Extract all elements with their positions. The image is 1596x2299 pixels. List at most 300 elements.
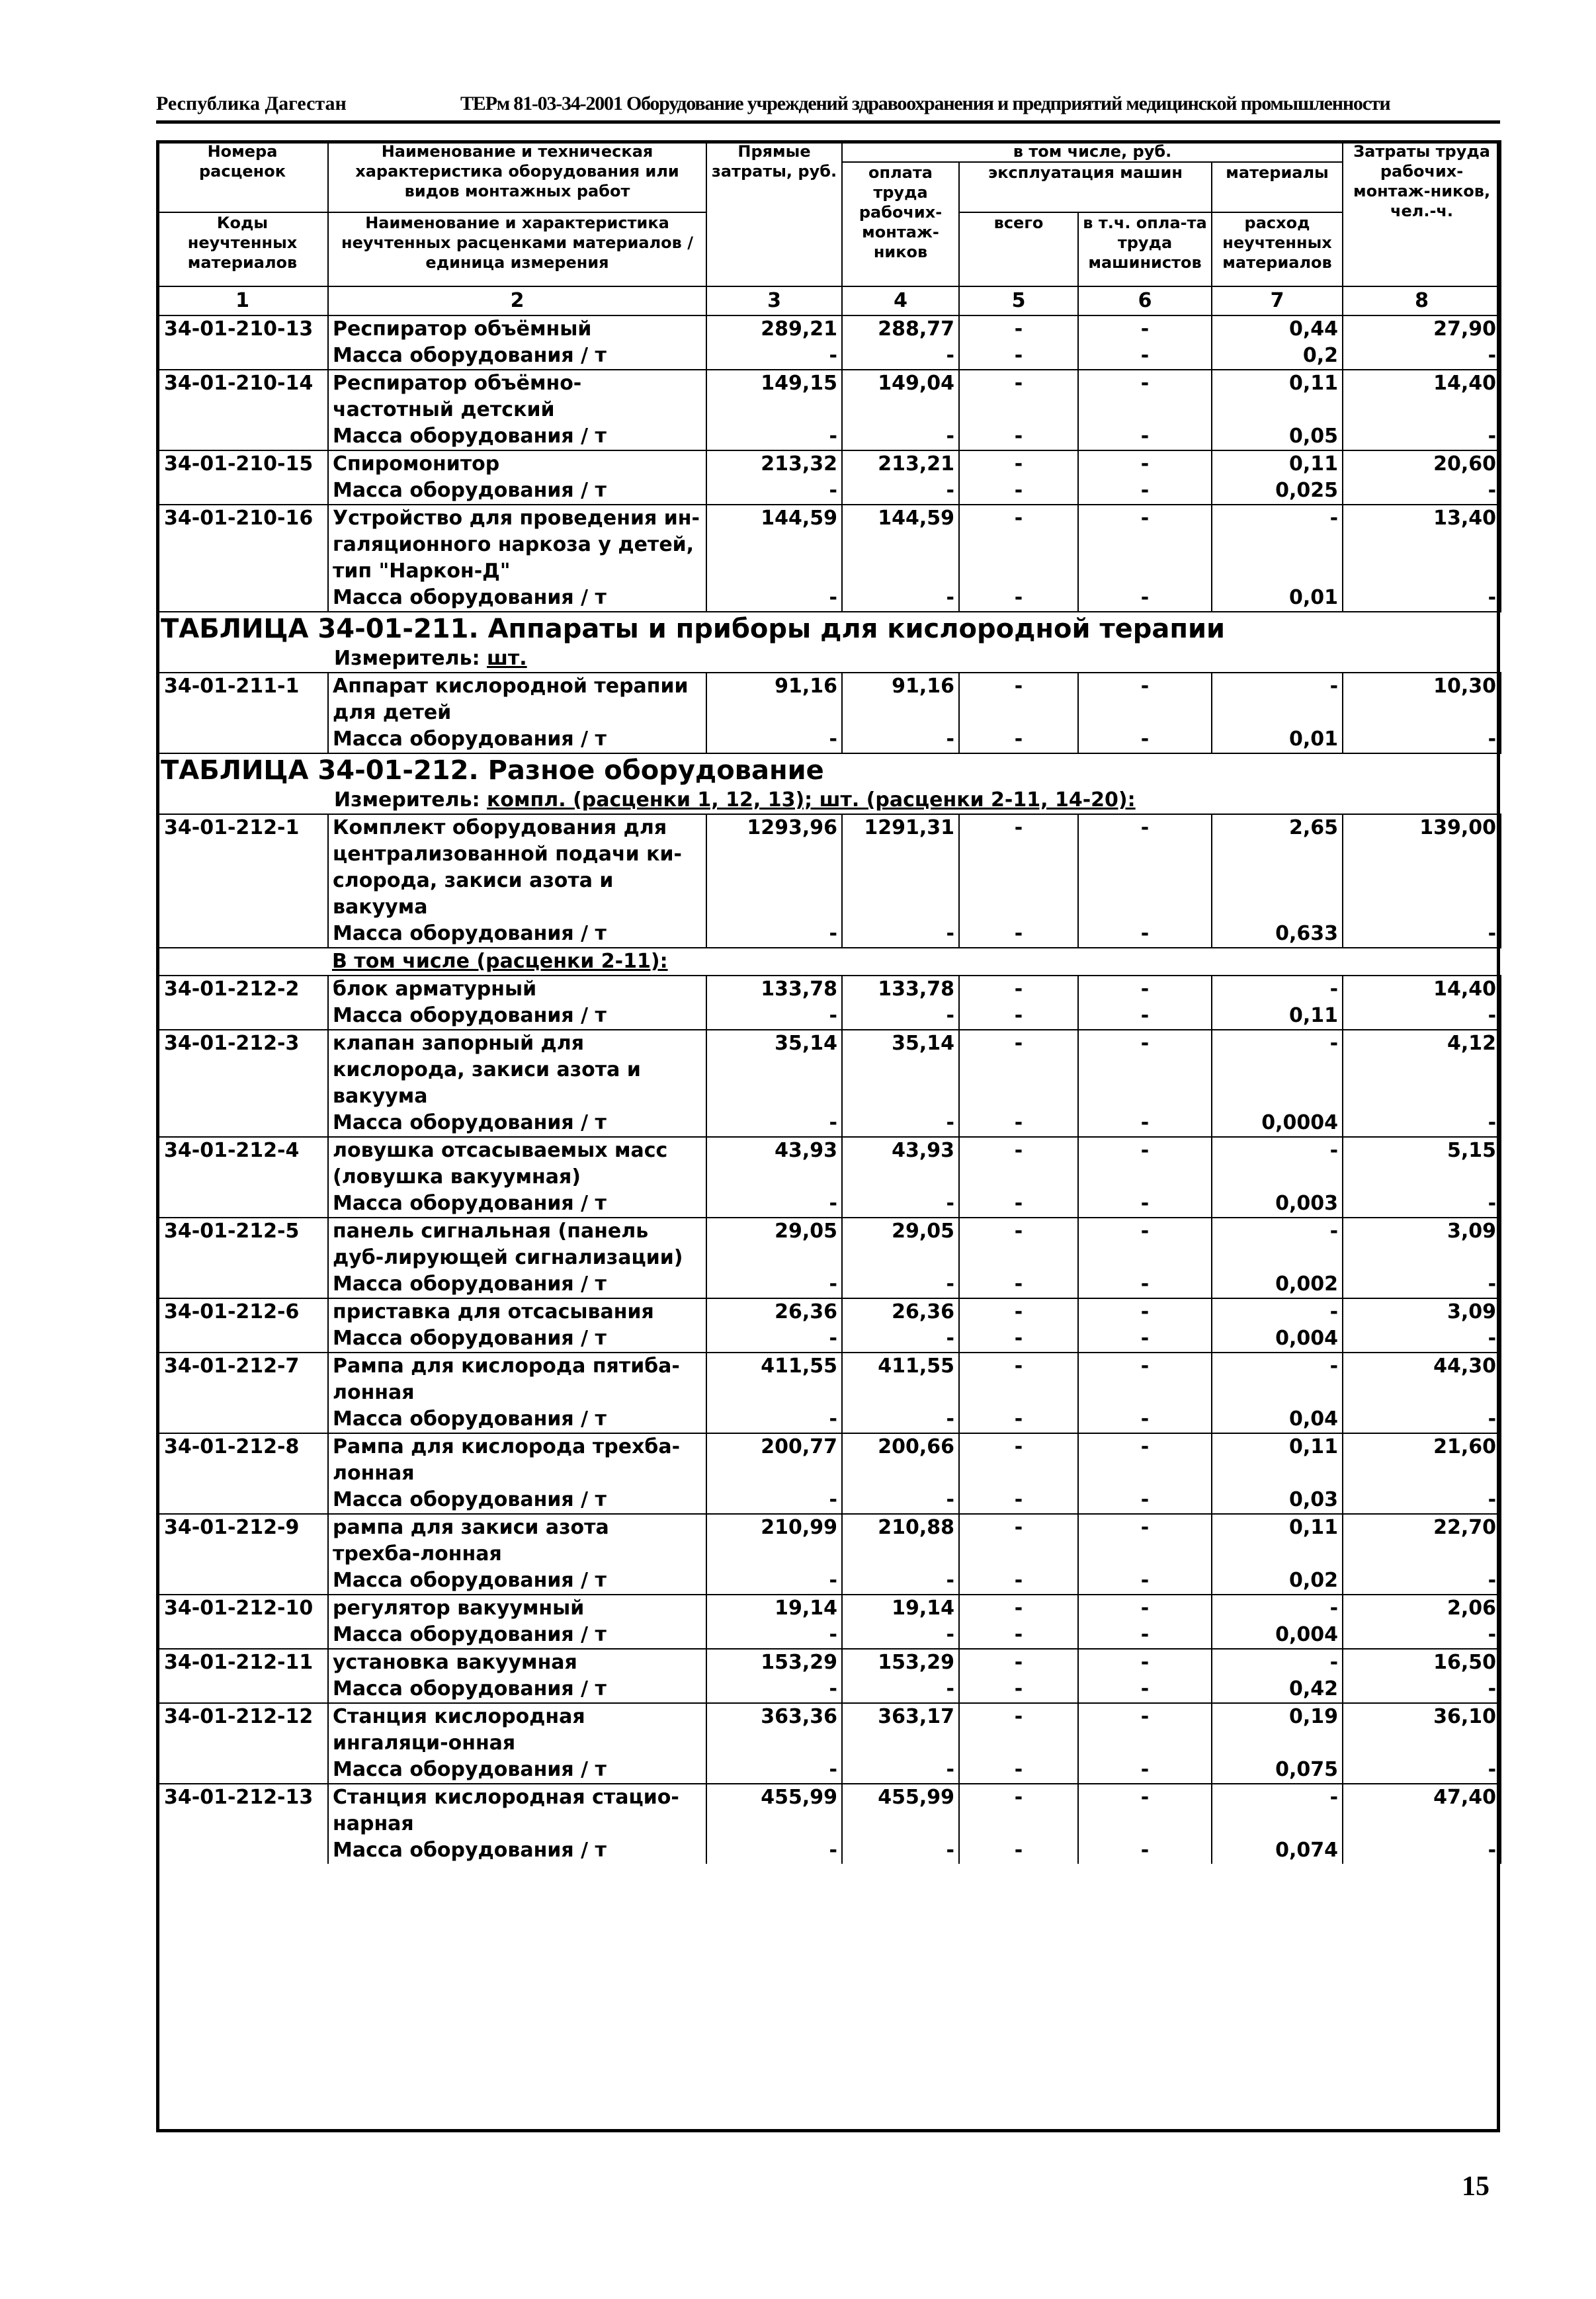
direct-cost: 144,59 [706, 505, 842, 585]
materials-consumption: - [1212, 673, 1343, 726]
materials-consumption: - [1212, 1353, 1343, 1406]
machinist-pay: - [1078, 1003, 1212, 1030]
labor-pay: 455,99 [842, 1784, 959, 1837]
labor-pay: 210,88 [842, 1514, 959, 1568]
item-name: Масса оборудования / т [328, 423, 706, 450]
item-name: Спиромонитор [328, 450, 706, 478]
direct-cost: 26,36 [706, 1298, 842, 1325]
machinist-pay: - [1078, 1649, 1212, 1676]
direct-cost: 213,32 [706, 450, 842, 478]
direct-cost: - [706, 1406, 842, 1433]
direct-cost: 455,99 [706, 1784, 842, 1837]
labor-pay: 411,55 [842, 1353, 959, 1406]
col1-bottom-header: Коды неучтенных материалов [157, 212, 328, 286]
labor-pay: 213,21 [842, 450, 959, 478]
materials-consumption: - [1212, 976, 1343, 1003]
machines-total: - [959, 1003, 1078, 1030]
item-name: панель сигнальная (панель дуб-лирующей сигнализации) [328, 1218, 706, 1271]
col-number: 2 [328, 286, 706, 315]
rate-code: 34-01-210-16 [157, 505, 328, 585]
machinist-pay: - [1078, 1568, 1212, 1595]
direct-cost: - [706, 343, 842, 370]
direct-cost: - [706, 478, 842, 505]
direct-cost: - [706, 1487, 842, 1514]
rate-code: 34-01-210-14 [157, 370, 328, 423]
col-number: 3 [706, 286, 842, 315]
direct-cost: - [706, 1191, 842, 1218]
materials-header: материалы [1212, 162, 1343, 212]
labor-pay: - [842, 1487, 959, 1514]
machines-total: - [959, 921, 1078, 948]
rate-code: 34-01-212-7 [157, 1353, 328, 1406]
labor-pay: 288,77 [842, 315, 959, 343]
section-title: ТАБЛИЦА 34-01-212. Разное оборудование [157, 753, 1501, 787]
machines-total: - [959, 1649, 1078, 1676]
labor-hours: 21,60 [1343, 1433, 1501, 1487]
labor-hours: - [1343, 1271, 1501, 1298]
machinist-pay: - [1078, 921, 1212, 948]
labor-hours: 22,70 [1343, 1514, 1501, 1568]
rate-code: 34-01-212-8 [157, 1433, 328, 1487]
labor-hours: - [1343, 478, 1501, 505]
labor-hours: 5,15 [1343, 1137, 1501, 1191]
machinist-pay: - [1078, 1191, 1212, 1218]
machinist-pay: - [1078, 1325, 1212, 1353]
item-name: Респиратор объёмный [328, 315, 706, 343]
item-name: Масса оборудования / т [328, 1406, 706, 1433]
direct-cost: - [706, 1568, 842, 1595]
labor-hours: - [1343, 343, 1501, 370]
machines-total: - [959, 1568, 1078, 1595]
meter-value: шт. [487, 647, 527, 670]
machines-total: - [959, 1676, 1078, 1703]
machines-total: - [959, 1325, 1078, 1353]
materials-consumption: - [1212, 1030, 1343, 1110]
rate-code: 34-01-212-4 [157, 1137, 328, 1191]
materials-consumption: 0,11 [1212, 370, 1343, 423]
item-name: Масса оборудования / т [328, 1325, 706, 1353]
direct-cost: - [706, 1757, 842, 1784]
labor-pay: - [842, 343, 959, 370]
labor-pay: 144,59 [842, 505, 959, 585]
machines-total: - [959, 1406, 1078, 1433]
item-name: Масса оборудования / т [328, 1271, 706, 1298]
labor-pay: - [842, 921, 959, 948]
materials-consumption: 0,004 [1212, 1325, 1343, 1353]
direct-cost: - [706, 585, 842, 612]
machines-total: - [959, 1298, 1078, 1325]
labor-hours: - [1343, 423, 1501, 450]
item-name: Аппарат кислородной терапии для детей [328, 673, 706, 726]
group-header: в том числе, руб. [842, 141, 1343, 162]
header-region: Республика Дагестан [156, 93, 347, 114]
machinist-pay: - [1078, 1298, 1212, 1325]
labor-pay: - [842, 1837, 959, 1864]
rate-code: 34-01-212-5 [157, 1218, 328, 1271]
direct-cost: 19,14 [706, 1595, 842, 1622]
labor-hours: 3,09 [1343, 1298, 1501, 1325]
rate-code: 34-01-210-15 [157, 450, 328, 478]
labor-hours: 3,09 [1343, 1218, 1501, 1271]
labor-hours: - [1343, 921, 1501, 948]
direct-cost: - [706, 921, 842, 948]
machinist-pay: - [1078, 1784, 1212, 1837]
rate-code: 34-01-212-6 [157, 1298, 328, 1325]
machines-total: - [959, 1784, 1078, 1837]
item-name: Масса оборудования / т [328, 1191, 706, 1218]
materials-consumption: 2,65 [1212, 814, 1343, 921]
rate-code: 34-01-212-12 [157, 1703, 328, 1757]
materials-consumption: 0,02 [1212, 1568, 1343, 1595]
item-name: Устройство для проведения ин-галяционного наркоза у детей, тип "Наркон-Д" [328, 505, 706, 585]
machinist-pay: - [1078, 1757, 1212, 1784]
labor-pay: - [842, 1110, 959, 1137]
direct-cost: - [706, 1003, 842, 1030]
labor-pay: 91,16 [842, 673, 959, 726]
labor-hours: - [1343, 585, 1501, 612]
machinist-pay: - [1078, 1487, 1212, 1514]
machinist-pay: - [1078, 1622, 1212, 1649]
labor-hours: - [1343, 1568, 1501, 1595]
labor-pay: - [842, 1757, 959, 1784]
machines-total: - [959, 505, 1078, 585]
machines-total: - [959, 585, 1078, 612]
machines-total: - [959, 1703, 1078, 1757]
labor-pay: 29,05 [842, 1218, 959, 1271]
materials-consumption: - [1212, 1595, 1343, 1622]
materials-consumption: 0,003 [1212, 1191, 1343, 1218]
labor-hours: 27,90 [1343, 315, 1501, 343]
direct-cost: 363,36 [706, 1703, 842, 1757]
direct-cost: 133,78 [706, 976, 842, 1003]
machines-total: - [959, 1110, 1078, 1137]
labor-hours: 14,40 [1343, 976, 1501, 1003]
labor-pay: - [842, 1003, 959, 1030]
labor-pay: - [842, 726, 959, 753]
direct-cost: 43,93 [706, 1137, 842, 1191]
materials-consumption: 0,11 [1212, 1433, 1343, 1487]
machinist-pay: - [1078, 370, 1212, 423]
materials-consumption: 0,44 [1212, 315, 1343, 343]
direct-cost: - [706, 1325, 842, 1353]
col7-header: расход неучтенных материалов [1212, 212, 1343, 286]
labor-hours: - [1343, 1487, 1501, 1514]
machinist-pay: - [1078, 1110, 1212, 1137]
machinist-pay: - [1078, 1030, 1212, 1110]
item-name: Станция кислородная ингаляци-онная [328, 1703, 706, 1757]
direct-cost: - [706, 1622, 842, 1649]
direct-cost: 1293,96 [706, 814, 842, 921]
labor-pay: 149,04 [842, 370, 959, 423]
col2-top-header: Наименование и техническая характеристика оборудования или видов монтажных работ [328, 141, 706, 212]
machinist-pay: - [1078, 505, 1212, 585]
labor-pay: 133,78 [842, 976, 959, 1003]
labor-pay: - [842, 423, 959, 450]
direct-cost: 411,55 [706, 1353, 842, 1406]
machinist-pay: - [1078, 814, 1212, 921]
direct-cost: - [706, 1676, 842, 1703]
labor-hours: 14,40 [1343, 370, 1501, 423]
materials-consumption: 0,03 [1212, 1487, 1343, 1514]
machines-total: - [959, 1487, 1078, 1514]
rate-code: 34-01-212-1 [157, 814, 328, 921]
item-name: Масса оборудования / т [328, 1003, 706, 1030]
machines-total: - [959, 1622, 1078, 1649]
labor-pay: - [842, 1271, 959, 1298]
machines-total: - [959, 976, 1078, 1003]
item-name: Станция кислородная стацио-нарная [328, 1784, 706, 1837]
materials-consumption: 0,42 [1212, 1676, 1343, 1703]
item-name: Масса оборудования / т [328, 1568, 706, 1595]
direct-cost: 35,14 [706, 1030, 842, 1110]
materials-consumption: 0,11 [1212, 1003, 1343, 1030]
item-name: установка вакуумная [328, 1649, 706, 1676]
rate-code: 34-01-212-13 [157, 1784, 328, 1837]
meter-label: Измеритель: [334, 788, 480, 812]
item-name: Масса оборудования / т [328, 478, 706, 505]
machines-total: - [959, 1433, 1078, 1487]
materials-consumption: 0,075 [1212, 1757, 1343, 1784]
running-header [156, 90, 1500, 124]
direct-cost: 153,29 [706, 1649, 842, 1676]
rate-code: 34-01-212-10 [157, 1595, 328, 1622]
materials-consumption: - [1212, 1784, 1343, 1837]
machines-total: - [959, 423, 1078, 450]
col3-header: Прямые затраты, руб. [706, 141, 842, 286]
item-name: регулятор вакуумный [328, 1595, 706, 1622]
labor-pay: 35,14 [842, 1030, 959, 1110]
labor-pay: - [842, 1406, 959, 1433]
labor-pay: - [842, 478, 959, 505]
rate-code: 34-01-211-1 [157, 673, 328, 726]
machinist-pay: - [1078, 1271, 1212, 1298]
labor-pay: - [842, 1191, 959, 1218]
direct-cost: - [706, 1837, 842, 1864]
machinist-pay: - [1078, 423, 1212, 450]
labor-hours: - [1343, 1837, 1501, 1864]
machines-total: - [959, 814, 1078, 921]
machinist-pay: - [1078, 478, 1212, 505]
labor-hours: - [1343, 1406, 1501, 1433]
rate-code: 34-01-212-11 [157, 1649, 328, 1676]
col-number: 7 [1212, 286, 1343, 315]
machines-total: - [959, 1218, 1078, 1271]
labor-hours: - [1343, 1191, 1501, 1218]
materials-consumption: 0,05 [1212, 423, 1343, 450]
machines-total: - [959, 1757, 1078, 1784]
machines-total: - [959, 343, 1078, 370]
machinist-pay: - [1078, 315, 1212, 343]
machines-total: - [959, 478, 1078, 505]
item-name: Масса оборудования / т [328, 585, 706, 612]
materials-consumption: 0,04 [1212, 1406, 1343, 1433]
col5-header: всего [959, 212, 1078, 286]
machinist-pay: - [1078, 450, 1212, 478]
materials-consumption: 0,01 [1212, 585, 1343, 612]
machines-total: - [959, 1595, 1078, 1622]
direct-cost: - [706, 423, 842, 450]
labor-hours: 16,50 [1343, 1649, 1501, 1676]
labor-pay: 363,17 [842, 1703, 959, 1757]
direct-cost: 149,15 [706, 370, 842, 423]
rate-code: 34-01-212-2 [157, 976, 328, 1003]
materials-consumption: - [1212, 1218, 1343, 1271]
direct-cost: 91,16 [706, 673, 842, 726]
item-name: Масса оборудования / т [328, 1837, 706, 1864]
machines-total: - [959, 1030, 1078, 1110]
machines-total: - [959, 673, 1078, 726]
labor-hours: 36,10 [1343, 1703, 1501, 1757]
machines-total: - [959, 1837, 1078, 1864]
machinist-pay: - [1078, 1406, 1212, 1433]
materials-consumption: 0,0004 [1212, 1110, 1343, 1137]
machinist-pay: - [1078, 1703, 1212, 1757]
machinist-pay: - [1078, 1137, 1212, 1191]
materials-consumption: 0,074 [1212, 1837, 1343, 1864]
direct-cost: 200,77 [706, 1433, 842, 1487]
materials-consumption: - [1212, 505, 1343, 585]
labor-hours: - [1343, 726, 1501, 753]
machinist-pay: - [1078, 1514, 1212, 1568]
item-name: Рампа для кислорода пятиба-лонная [328, 1353, 706, 1406]
expl-header: эксплуатация машин [959, 162, 1212, 212]
col-number: 4 [842, 286, 959, 315]
materials-consumption: - [1212, 1137, 1343, 1191]
direct-cost: 29,05 [706, 1218, 842, 1271]
materials-consumption: 0,11 [1212, 450, 1343, 478]
labor-pay: 200,66 [842, 1433, 959, 1487]
labor-pay: 1291,31 [842, 814, 959, 921]
meter-value: компл. (расценки 1, 12, 13); шт. (расценки 2-11, 14-20): [487, 788, 1136, 812]
materials-consumption: 0,19 [1212, 1703, 1343, 1757]
labor-hours: - [1343, 1110, 1501, 1137]
labor-hours: - [1343, 1676, 1501, 1703]
item-name: Масса оборудования / т [328, 1676, 706, 1703]
direct-cost: 210,99 [706, 1514, 842, 1568]
labor-pay: - [842, 1622, 959, 1649]
machines-total: - [959, 450, 1078, 478]
materials-consumption: 0,002 [1212, 1271, 1343, 1298]
labor-pay: - [842, 1325, 959, 1353]
machinist-pay: - [1078, 585, 1212, 612]
labor-pay: - [842, 585, 959, 612]
item-name: Респиратор объёмно-частотный детский [328, 370, 706, 423]
labor-pay: - [842, 1568, 959, 1595]
col-number: 5 [959, 286, 1078, 315]
labor-hours: 139,00 [1343, 814, 1501, 921]
labor-hours: 47,40 [1343, 1784, 1501, 1837]
machinist-pay: - [1078, 673, 1212, 726]
materials-consumption: 0,004 [1212, 1622, 1343, 1649]
labor-hours: - [1343, 1622, 1501, 1649]
rate-code: 34-01-210-13 [157, 315, 328, 343]
labor-pay: 43,93 [842, 1137, 959, 1191]
labor-hours: - [1343, 1003, 1501, 1030]
rate-code: 34-01-212-3 [157, 1030, 328, 1110]
item-name: Масса оборудования / т [328, 1622, 706, 1649]
machines-total: - [959, 1514, 1078, 1568]
direct-cost: - [706, 1110, 842, 1137]
direct-cost: - [706, 1271, 842, 1298]
labor-pay: 19,14 [842, 1595, 959, 1622]
materials-consumption: 0,633 [1212, 921, 1343, 948]
labor-hours: 44,30 [1343, 1353, 1501, 1406]
materials-consumption: 0,025 [1212, 478, 1343, 505]
machinist-pay: - [1078, 976, 1212, 1003]
item-name: клапан запорный для кислорода, закиси азота и вакуума [328, 1030, 706, 1110]
page-number: 15 [1462, 2171, 1490, 2202]
labor-hours: 2,06 [1343, 1595, 1501, 1622]
meter-label: Измеритель: [334, 647, 480, 670]
machines-total: - [959, 1191, 1078, 1218]
machines-total: - [959, 315, 1078, 343]
machines-total: - [959, 1137, 1078, 1191]
item-name: блок арматурный [328, 976, 706, 1003]
item-name: Масса оборудования / т [328, 921, 706, 948]
labor-pay: - [842, 1676, 959, 1703]
item-name: Масса оборудования / т [328, 343, 706, 370]
header-document-title: ТЕРм 81-03-34-2001 Оборудование учреждений здравоохранения и предприятий медицинской промышленности [460, 93, 1390, 114]
col8-header: Затраты труда рабочих-монтаж-ников, чел.-ч. [1343, 141, 1501, 286]
labor-hours: 10,30 [1343, 673, 1501, 726]
machines-total: - [959, 726, 1078, 753]
labor-hours: - [1343, 1325, 1501, 1353]
item-name: ловушка отсасываемых масс (ловушка вакуумная) [328, 1137, 706, 1191]
direct-cost: 289,21 [706, 315, 842, 343]
machinist-pay: - [1078, 726, 1212, 753]
direct-cost: - [706, 726, 842, 753]
machinist-pay: - [1078, 1837, 1212, 1864]
item-name: Масса оборудования / т [328, 1110, 706, 1137]
machinist-pay: - [1078, 1353, 1212, 1406]
rate-code: 34-01-212-9 [157, 1514, 328, 1568]
machinist-pay: - [1078, 343, 1212, 370]
machines-total: - [959, 370, 1078, 423]
item-name: Рампа для кислорода трехба-лонная [328, 1433, 706, 1487]
materials-consumption: - [1212, 1649, 1343, 1676]
materials-consumption: - [1212, 1298, 1343, 1325]
item-name: Комплект оборудования для централизованной подачи ки-слорода, закиси азота и вакуума [328, 814, 706, 921]
machines-total: - [959, 1271, 1078, 1298]
col6-header: в т.ч. опла-та труда машинистов [1078, 212, 1212, 286]
labor-hours: 20,60 [1343, 450, 1501, 478]
item-name: Масса оборудования / т [328, 1487, 706, 1514]
item-name: Масса оборудования / т [328, 1757, 706, 1784]
item-name: приставка для отсасывания [328, 1298, 706, 1325]
labor-pay: 153,29 [842, 1649, 959, 1676]
labor-hours: 13,40 [1343, 505, 1501, 585]
section-title: ТАБЛИЦА 34-01-211. Аппараты и приборы для кислородной терапии [157, 612, 1501, 646]
labor-hours: - [1343, 1757, 1501, 1784]
materials-consumption: 0,2 [1212, 343, 1343, 370]
machinist-pay: - [1078, 1218, 1212, 1271]
labor-pay: 26,36 [842, 1298, 959, 1325]
col-number: 1 [157, 286, 328, 315]
materials-consumption: 0,01 [1212, 726, 1343, 753]
materials-consumption: 0,11 [1212, 1514, 1343, 1568]
item-name: Масса оборудования / т [328, 726, 706, 753]
labor-hours: 4,12 [1343, 1030, 1501, 1110]
machinist-pay: - [1078, 1433, 1212, 1487]
machinist-pay: - [1078, 1676, 1212, 1703]
table-frame [156, 140, 1500, 2132]
machines-total: - [959, 1353, 1078, 1406]
item-name: рампа для закиси азота трехба-лонная [328, 1514, 706, 1568]
subheading: В том числе (расценки 2-11): [328, 948, 1501, 976]
col-number: 8 [1343, 286, 1501, 315]
col-number: 6 [1078, 286, 1212, 315]
col4-header: оплата труда рабочих-монтаж-ников [842, 162, 959, 286]
